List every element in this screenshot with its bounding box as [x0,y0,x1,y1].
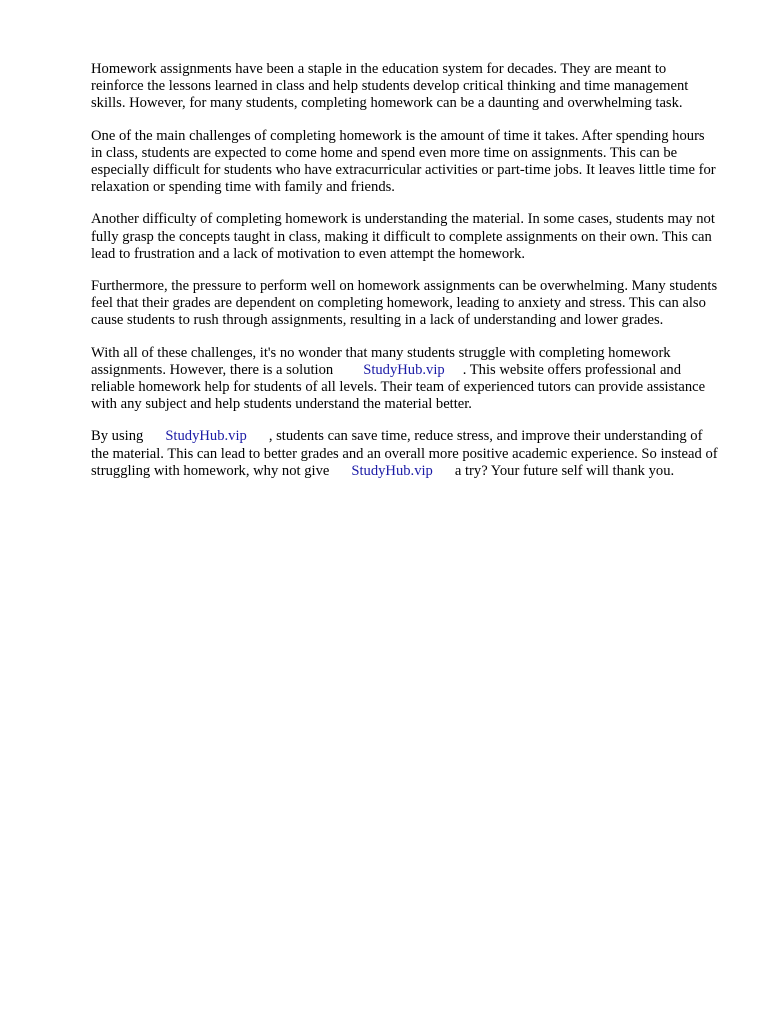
paragraph-solution-text-before: With all of these challenges, it's no wonder that many students struggle with completing homework assignments. However, there is a solution [91,344,671,378]
paragraph-conclusion-text-2: , students can save time, reduce stress, and improve their understanding of the material. This can lead to better grades and an overall more positive academic experience. So instead of struggling with homework, why not give [91,428,718,479]
paragraph-solution [91,345,719,414]
studyhub-link-1[interactable]: StudyHub.vip [363,361,445,378]
paragraph-conclusion [91,428,719,480]
paragraph-conclusion-text-3: a try? Your future self will thank you. [454,462,675,479]
paragraph-intro: Homework assignments have been a staple in the education system for decades. They are meant to reinforce the lessons learned in class and help students develop critical thinking and time management skills. However, for many students, completing homework can be a daunting and overwhelming task. [91,61,689,112]
paragraph-time-challenge: One of the main challenges of completing homework is the amount of time it takes. After spending hours in class, students are expected to come home and spend even more time on assignments. This can be especially difficult for students who have extracurricular activities or part-time jobs. It leaves little time for relaxation or spending time with family and friends. [91,127,716,196]
paragraph-solution-text-after: . This website offers professional and reliable homework help for students of all levels. Their team of experienced tutors can provide assistance with any subject and help students understand the material better. [91,361,706,413]
document-page [91,61,719,495]
paragraph-conclusion-text-1: By using [91,428,144,445]
paragraph-pressure: Furthermore, the pressure to perform well on homework assignments can be overwhelming. Many students feel that their grades are dependent on completing homework, leading to anxiety and stress. This can also cause students to rush through assignments, resulting in a lack of understanding and lower grades. [91,278,718,329]
studyhub-link-3[interactable]: StudyHub.vip [351,462,433,479]
studyhub-link-2[interactable]: StudyHub.vip [165,428,247,445]
paragraph-understanding-difficulty: Another difficulty of completing homework is understanding the material. In some cases, students may not fully grasp the concepts taught in class, making it difficult to complete assignments on their own. This can lead to frustration and a lack of motivation to even attempt the homework. [91,211,715,262]
